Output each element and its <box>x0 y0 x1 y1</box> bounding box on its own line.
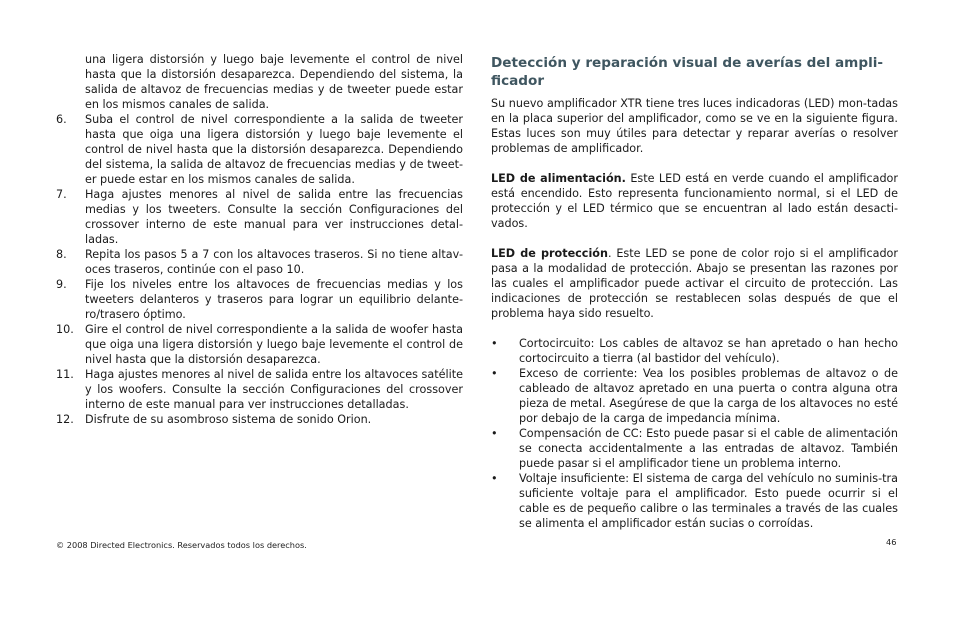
section-heading: Detección y reparación visual de averías del ampli-ficador <box>491 55 884 89</box>
item-number: 9. <box>56 278 67 291</box>
item-text: Suba el control de nivel correspondiente a la salida de tweeter hasta que oiga una ligera distorsión y luego baje levemente el control de nivel hasta que la distorsión desaparezca. Dependiendo del sistema, la salida de altavoz de frecuencias medias y de tweet-er puede estar en los mismos canales de salida. <box>85 113 463 186</box>
protection-led-paragraph <box>491 246 898 321</box>
item-text: Haga ajustes menores al nivel de salida entre los altavoces satélite y los woofers. Consulte la sección Configuraciones del crossover interno de este manual para ver instrucciones detalladas. <box>85 368 463 411</box>
continuation-text: una ligera distorsión y luego baje levemente el control de nivel hasta que la distorsión desaparezca. Dependiendo del sistema, la salida de altavoz de frecuencias medias y de tweeter puede estar en los mismos canales de salida. <box>85 53 463 111</box>
list-item <box>56 247 463 277</box>
list-item <box>56 322 463 367</box>
protection-led-text: . Este LED se pone de color rojo si el amplificador pasa a la modalidad de protección. Abajo se presentan las razones por las cuales el amplificador puede activar el circuito de protección. Las indicaciones de protección se restablecen solas después de que el problema haya sido resuelto. <box>491 247 898 320</box>
right-column <box>491 54 898 531</box>
bullet-text: Compensación de CC: Esto puede pasar si el cable de alimentación se conecta accidentalmente a las entradas de altavoz. También puede pasar si el amplificador tiene un problema interno. <box>519 427 898 470</box>
list-item <box>56 412 463 427</box>
bullet-item <box>491 336 898 366</box>
item-text: Haga ajustes menores al nivel de salida entre las frecuencias medias y los tweeters. Consulte la sección Configuraciones del crossover interno de este manual para ver instrucciones detal-ladas. <box>85 188 463 246</box>
bullet-text: Voltaje insuficiente: El sistema de carga del vehículo no suminis-tra suficiente voltaje para el amplificador. Esto puede ocurrir si el cable es de pequeño calibre o las terminales a través de las cuales se alimenta el amplificador están sucias o corroídas. <box>519 472 898 530</box>
footer-copyright: © 2008 Directed Electronics. Reservados todos los derechos. <box>56 540 307 550</box>
list-item <box>56 277 463 322</box>
item-text: Fije los niveles entre los altavoces de frecuencias medias y los tweeters delanteros y traseros para lograr un equilibrio delante-ro/trasero óptimo. <box>85 278 463 321</box>
bullet-icon: • <box>491 472 498 485</box>
bullet-text: Exceso de corriente: Vea los posibles problemas de altavoz o de cableado de altavoz apretado en una puerta o contra alguna otra pieza de metal. Asegúrese de que la carga de los altavoces no esté por debajo de la carga de impedancia mínima. <box>519 367 898 425</box>
item-text: Disfrute de su asombroso sistema de sonido Orion. <box>85 413 372 426</box>
protection-led-label: LED de protección <box>491 247 608 260</box>
bullet-item <box>491 426 898 471</box>
item-text: Repita los pasos 5 a 7 con los altavoces traseros. Si no tiene altav-oces traseros, continúe con el paso 10. <box>85 248 463 276</box>
item-number: 8. <box>56 248 67 261</box>
item-number: 10. <box>56 323 74 336</box>
item-number: 7. <box>56 188 67 201</box>
bullet-icon: • <box>491 427 498 440</box>
power-led-label: LED de alimentación. <box>491 172 626 185</box>
intro-paragraph: Su nuevo amplificador XTR tiene tres luces indicadoras (LED) mon-tadas en la placa superior del amplificador, como se ve en la siguiente figura. Estas luces son muy útiles para detectar y reparar averías o resolver problemas de amplificador. <box>491 97 898 155</box>
item-number: 11. <box>56 368 74 381</box>
bullet-item <box>491 366 898 426</box>
bullet-icon: • <box>491 337 498 350</box>
bullet-icon: • <box>491 367 498 380</box>
power-led-text: Este LED está en verde cuando el amplificador está encendido. Esto representa funcionamiento normal, si el LED de protección y el LED térmico que se encuentran al lado están desacti-vados. <box>491 172 898 230</box>
list-item <box>56 187 463 247</box>
power-led-paragraph <box>491 171 898 231</box>
list-item <box>56 112 463 187</box>
list-item <box>56 367 463 412</box>
bullet-text: Cortocircuito: Los cables de altavoz se han apretado o han hecho cortocircuito a tierra (al bastidor del vehículo). <box>519 337 898 365</box>
bullet-item <box>491 471 898 531</box>
left-column <box>56 52 463 427</box>
item-number: 12. <box>56 413 74 426</box>
item-number: 6. <box>56 113 67 126</box>
item-text: Gire el control de nivel correspondiente a la salida de woofer hasta que oiga una ligera distorsión y luego baje levemente el control de nivel hasta que la distorsión desaparezca. <box>85 323 463 366</box>
page-number: 46 <box>886 537 897 547</box>
